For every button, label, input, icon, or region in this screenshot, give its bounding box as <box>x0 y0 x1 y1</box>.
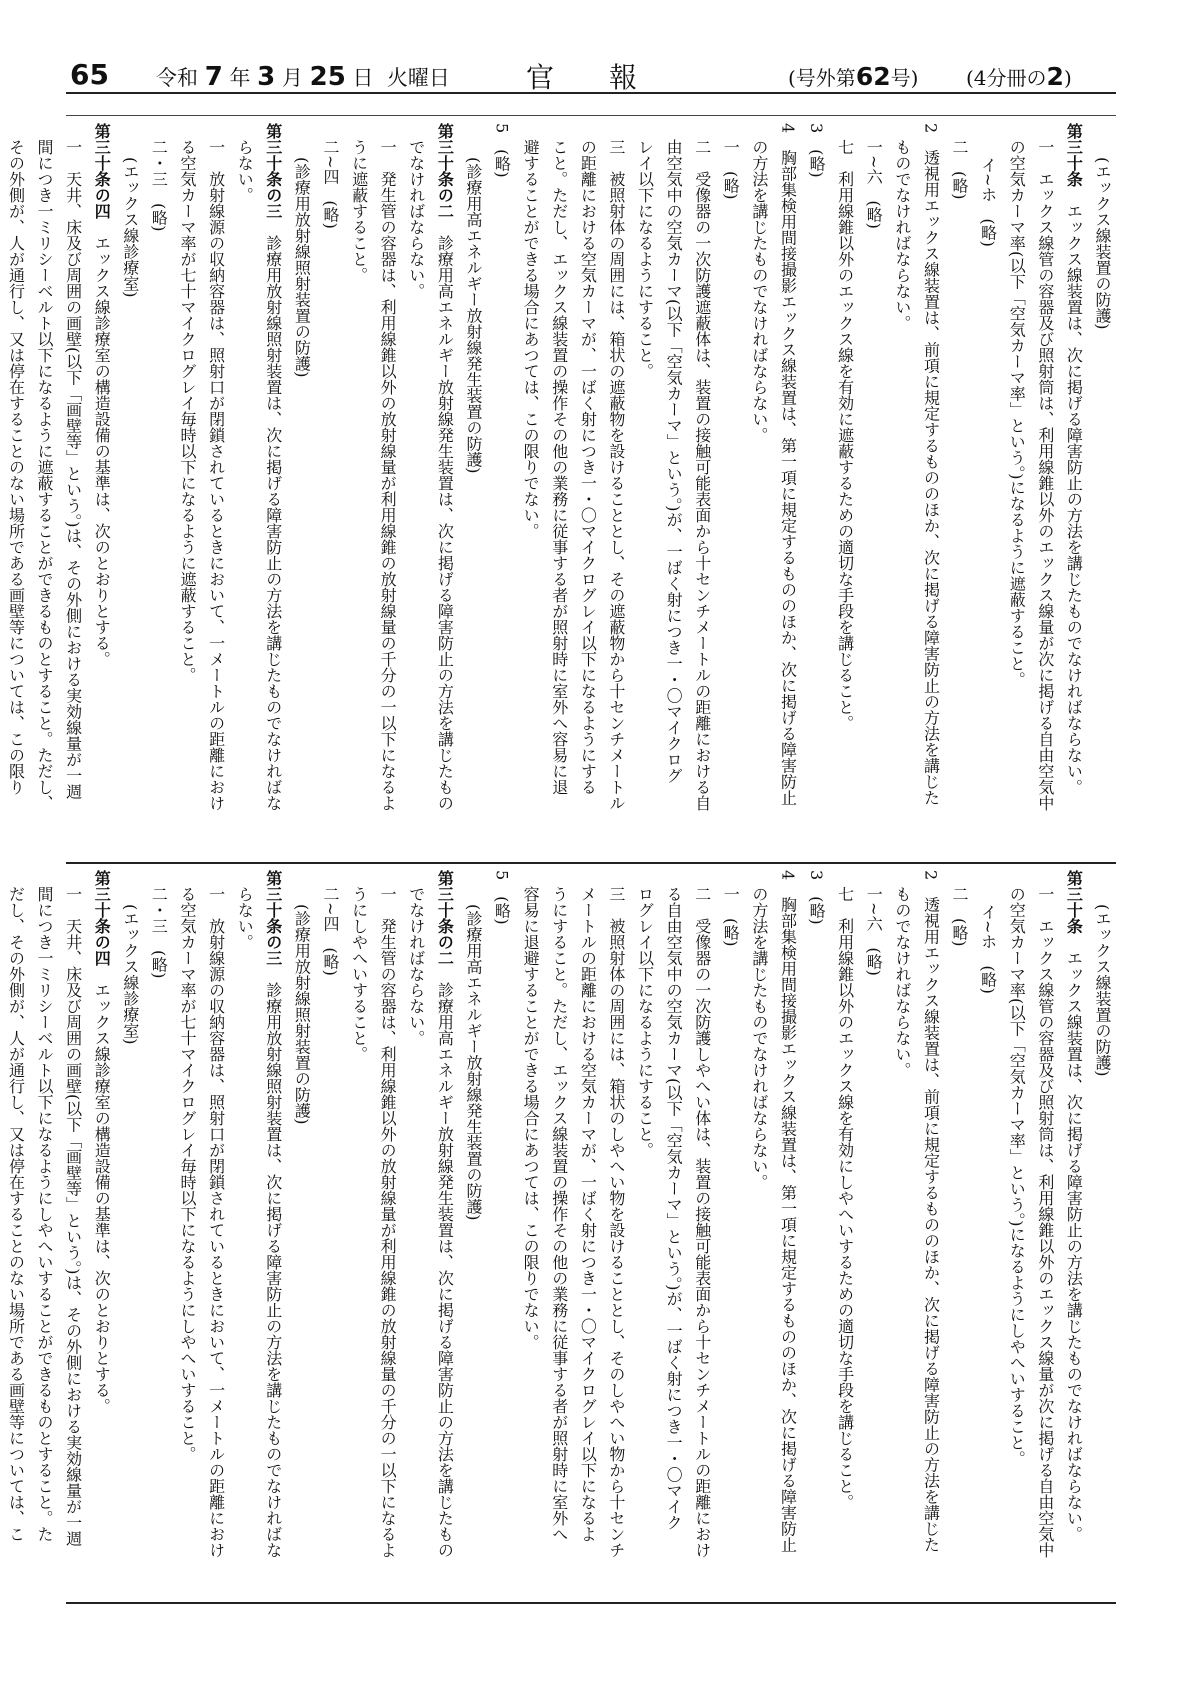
text-line: 一 (略) <box>721 886 741 947</box>
text-line: 第三十条の三 診療用放射線照射装置は、次に掲げる障害防止の方法を講じたものでなければな <box>263 870 283 1558</box>
text-line: らない。 <box>235 886 255 950</box>
text-line: 3 (略) <box>807 870 827 925</box>
text-line: 第三十条の三 診療用放射線照射装置は、次に掲げる障害防止の方法を講じたものでなければな <box>263 123 283 811</box>
text-line: 第三十条 エックス線装置は、次に掲げる障害防止の方法を講じたものでなければならない。 <box>1064 123 1084 795</box>
text-line: 一~六 (略) <box>864 139 884 229</box>
text-line: 二 受像器の一次防護しやへい体は、装置の接触可能表面から十センチメートルの距離におけ <box>692 886 712 1558</box>
middle-divider <box>66 862 1116 864</box>
text-line: らない。 <box>235 139 255 203</box>
text-line: る空気カーマ率が七十マイクログレイ毎時以下になるように遮蔽すること。 <box>178 139 197 683</box>
text-line: でなければならない。 <box>406 139 426 299</box>
page-number: 65 <box>70 58 109 91</box>
date-month: 3 <box>257 62 276 92</box>
article-number: 第三十条の三 <box>263 123 283 219</box>
text-line: る空気カーマ率が七十マイクログレイ毎時以下になるようにしやへいすること。 <box>178 886 197 1462</box>
text-line: その外側が、人が通行し、又は停在することのない場所である画壁等については、この限り <box>6 139 26 795</box>
text-line: 第三十条の二 診療用高エネルギー放射線発生装置は、次に掲げる障害防止の方法を講じたもの <box>435 870 455 1558</box>
text-line: 5 (略) <box>492 123 512 178</box>
text-line: 2 透視用エックス線装置は、前項に規定するもののほか、次に掲げる障害防止の方法を講じた <box>921 123 941 806</box>
issue-number <box>788 62 918 91</box>
text-line: 4 胸部集検用間接撮影エックス線装置は、第一項に規定するもののほか、次に掲げる障害防止 <box>778 123 798 806</box>
bottom-rule <box>66 1602 1116 1604</box>
text-line: 5 (略) <box>492 870 512 925</box>
text-line: (診療用高エネルギー放射線発生装置の防護) <box>463 157 483 474</box>
text-line: 第三十条の二 診療用高エネルギー放射線発生装置は、次に掲げる障害防止の方法を講じたもの <box>435 123 455 811</box>
article-number: 第三十条 <box>1064 870 1084 934</box>
text-line: うに遮蔽すること。 <box>349 139 369 283</box>
text-line: 避することができる場合にあつては、この限りでない。 <box>521 139 541 539</box>
text-line: 一 エックス線管の容器及び照射筒は、利用線錐以外のエックス線量が次に掲げる自由空気中 <box>1035 886 1055 1558</box>
text-line: (エックス線装置の防護) <box>1093 904 1112 1077</box>
text-line: 間につき一ミリシーベルト以下になるようにしやへいすることができるものとすること。た <box>35 886 55 1542</box>
issue-number-value: 62 <box>855 62 891 91</box>
text-line: (エックス線診療室) <box>120 157 140 298</box>
lower-text-block <box>6 870 1116 1595</box>
text-line: レイ以下になるようにすること。 <box>635 139 655 379</box>
gazette-title: 官報 <box>526 61 693 94</box>
text-line: でなければならない。 <box>406 886 426 1046</box>
text-line: 二~四 (略) <box>320 886 340 976</box>
text-line: (診療用高エネルギー放射線発生装置の防護) <box>463 904 483 1221</box>
text-line: 第三十条の四 エックス線診療室の構造設備の基準は、次のとおりとする。 <box>92 870 112 1414</box>
text-line: イ~ホ (略) <box>978 157 998 247</box>
text-line: の方法を講じたものでなければならない。 <box>749 886 769 1190</box>
text-line: 三 被照射体の周囲には、箱状の遮蔽物を設けることとし、その遮蔽物から十センチメートル <box>606 139 626 811</box>
text-line: 一 発生管の容器は、利用線錐以外の放射線量が利用線錐の放射線量の千分の一以下になるよ <box>378 139 398 811</box>
text-line: 4 胸部集検用間接撮影エックス線装置は、第一項に規定するもののほか、次に掲げる障害防止 <box>778 870 798 1553</box>
volume-number: 2 <box>1046 62 1064 91</box>
upper-top-rule <box>66 115 1116 116</box>
volume-suffix: ) <box>1063 66 1072 90</box>
text-line: 三 被照射体の周囲には、箱状のしやへい物を設けることとし、そのしやへい物から十センチ <box>606 886 626 1558</box>
text-line: 二・三 (略) <box>149 886 169 979</box>
article-number: 第三十条の二 <box>435 123 455 219</box>
text-line: こと。ただし、エックス線装置の操作その他の業務に従事する者が照射時に室外へ容易に退 <box>549 139 569 795</box>
text-line: 七 利用線錐以外のエックス線を有効にしやへいするための適切な手段を講じること。 <box>835 886 855 1510</box>
text-line: の空気カーマ率(以下「空気カーマ率」という。)になるようにしやへいすること。 <box>1007 886 1027 1467</box>
text-line: うにしやへいすること。 <box>349 886 369 1062</box>
text-line: うにすること。ただし、エックス線装置の操作その他の業務に従事する者が照射時に室外へ <box>549 886 569 1542</box>
text-line: (診療用放射線照射装置の防護) <box>292 904 312 1125</box>
text-line: の距離における空気カーマが、一ばく射につき一・〇マイクログレイ以下になるようにする <box>578 139 598 795</box>
text-line: 2 透視用エックス線装置は、前項に規定するもののほか、次に掲げる障害防止の方法を講じた <box>921 870 941 1553</box>
text-line: 一~六 (略) <box>864 886 884 976</box>
issue-prefix: (号外第 <box>788 66 856 90</box>
text-line: 由空気中の空気カーマ(以下「空気カーマ」という。)が、一ばく射につき一・〇マイクログ <box>664 139 684 784</box>
article-number: 第三十条の四 <box>92 123 112 219</box>
article-number: 第三十条の四 <box>92 870 112 966</box>
date-weekday: 火曜日 <box>386 66 450 90</box>
date-year: 7 <box>204 62 223 92</box>
article-number: 第三十条の二 <box>435 870 455 966</box>
issue-suffix: 号) <box>890 66 919 90</box>
text-line: (エックス線診療室) <box>120 904 140 1045</box>
text-line: 3 (略) <box>807 123 827 178</box>
text-line: 一 放射線源の収納容器は、照射口が閉鎖されているときにおいて、一メートルの距離におけ <box>206 139 226 811</box>
page-header <box>66 52 1116 94</box>
text-line: る自由空気中の空気カーマ(以下「空気カーマ」という。)が、一ばく射につき一・〇マイク <box>664 886 684 1531</box>
text-line: (診療用放射線照射装置の防護) <box>292 157 312 378</box>
text-line: ログレイ以下になるようにすること。 <box>635 886 655 1158</box>
volume-indicator <box>966 62 1072 91</box>
date-day-suffix: 日 <box>352 66 374 90</box>
text-line: 一 発生管の容器は、利用線錐以外の放射線量が利用線錐の放射線量の千分の一以下になるよ <box>378 886 398 1558</box>
text-line: 容易に退避することができる場合にあつては、この限りでない。 <box>521 886 541 1350</box>
date-day: 25 <box>309 62 346 92</box>
text-line: 一 エックス線管の容器及び照射筒は、利用線錐以外のエックス線量が次に掲げる自由空気中 <box>1035 139 1055 811</box>
text-line: 二 (略) <box>950 886 970 947</box>
text-line: の空気カーマ率(以下「空気カーマ率」という。)になるように遮蔽すること。 <box>1007 139 1027 688</box>
volume-prefix: (4分冊の <box>966 66 1047 90</box>
text-line: 一 天井、床及び周囲の画壁(以下「画壁等」という。)は、その外側における実効線量が一週 <box>63 886 83 1547</box>
article-number: 第三十条 <box>1064 123 1084 187</box>
text-line: 第三十条の四 エックス線診療室の構造設備の基準は、次のとおりとする。 <box>92 123 112 667</box>
issue-date <box>156 62 450 92</box>
text-line: 七 利用線錐以外のエックス線を有効に遮蔽するための適切な手段を講じること。 <box>835 139 855 731</box>
text-line: 間につき一ミリシーベルト以下になるように遮蔽することができるものとすること。ただし、 <box>35 139 55 811</box>
article-number: 第三十条の三 <box>263 870 283 966</box>
text-line: 二~四 (略) <box>320 139 340 229</box>
text-line: 一 (略) <box>721 139 741 200</box>
text-line: メートルの距離における空気カーマが、一ばく射につき一・〇マイクログレイ以下になるよ <box>578 886 598 1542</box>
text-line: (エックス線装置の防護) <box>1093 157 1112 330</box>
text-line: ものでなければならない。 <box>892 139 912 331</box>
text-line: 二・三 (略) <box>149 139 169 232</box>
text-line: 一 放射線源の収納容器は、照射口が閉鎖されているときにおいて、一メートルの距離におけ <box>206 886 226 1558</box>
date-year-suffix: 年 <box>229 66 251 90</box>
text-line: の方法を講じたものでなければならない。 <box>749 139 769 443</box>
text-line: 第三十条 エックス線装置は、次に掲げる障害防止の方法を講じたものでなければならない。 <box>1064 870 1084 1542</box>
text-line: だし、その外側が、人が通行し、又は停在することのない場所である画壁等については、こ <box>6 886 26 1542</box>
text-line: ものでなければならない。 <box>892 886 912 1078</box>
text-line: 二 受像器の一次防護遮蔽体は、装置の接触可能表面から十センチメートルの距離における自 <box>692 139 712 811</box>
date-era: 令和 <box>156 66 198 90</box>
text-line: 一 天井、床及び周囲の画壁(以下「画壁等」という。)は、その外側における実効線量が一週 <box>63 139 83 800</box>
date-month-suffix: 月 <box>281 66 303 90</box>
upper-text-block <box>6 123 1116 848</box>
text-line: イ~ホ (略) <box>978 904 998 994</box>
text-line: 二 (略) <box>950 139 970 200</box>
